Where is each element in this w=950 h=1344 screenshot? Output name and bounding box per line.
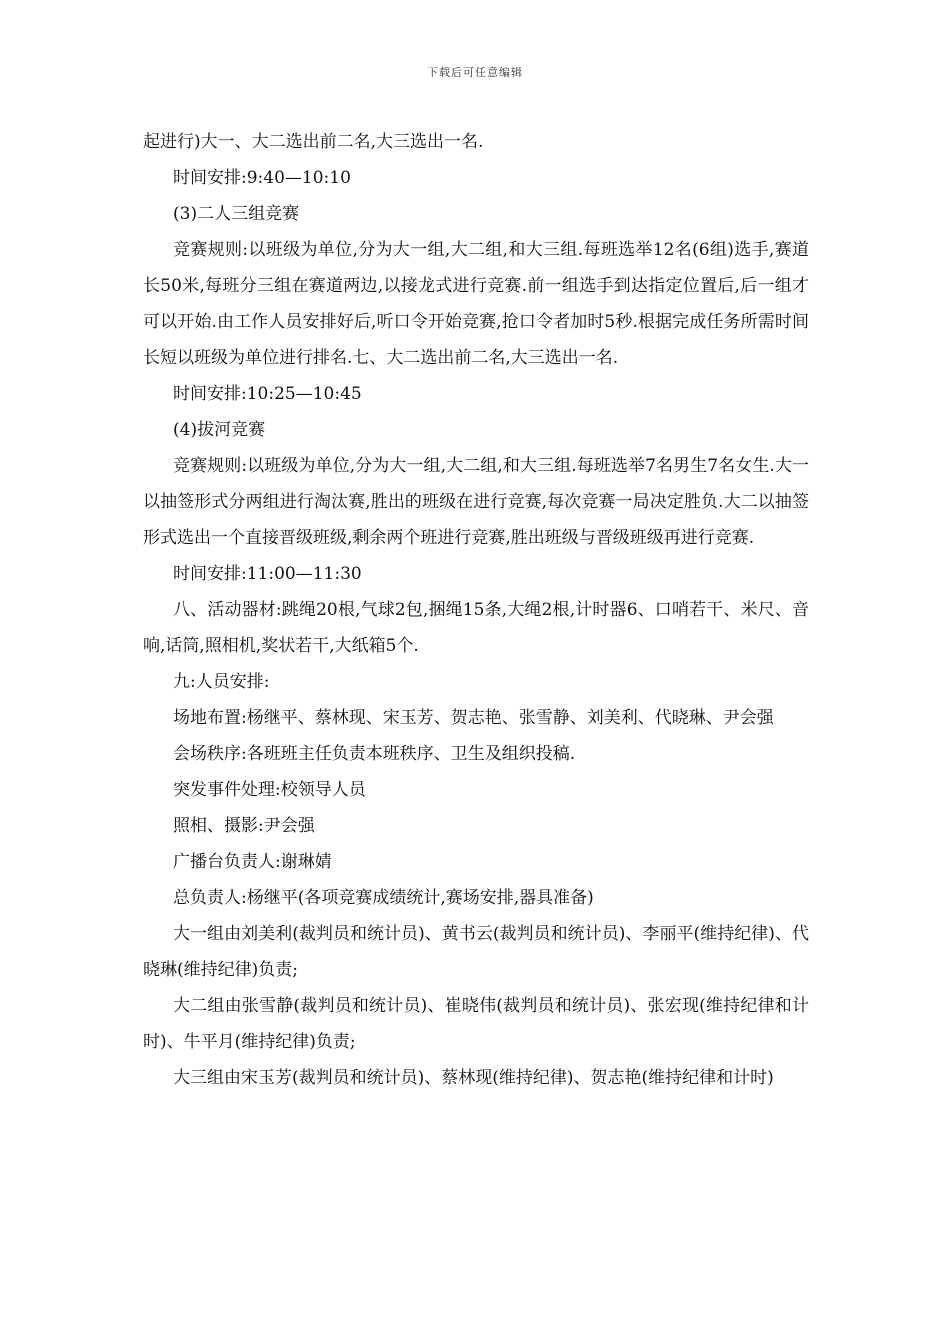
paragraph-13: 突发事件处理:校领导人员 bbox=[173, 780, 366, 800]
paragraph-12: 会场秩序:各班班主任负责本班秩序、卫生及组织投稿. bbox=[173, 744, 576, 764]
paragraph-6: (4)拔河竞赛 bbox=[173, 420, 266, 440]
paragraph-11: 场地布置:杨继平、蔡林现、宋玉芳、贺志艳、张雪静、刘美利、代晓琳、尹会强 bbox=[173, 708, 774, 728]
paragraph-14: 照相、摄影:尹会强 bbox=[173, 816, 315, 836]
paragraph-18: 大二组由张雪静(裁判员和统计员)、崔晓伟(裁判员和统计员)、张宏现(维持纪律和计时)、牛平月(维持纪律)负责; bbox=[143, 996, 809, 1052]
paragraph-5: 时间安排:10:25—10:45 bbox=[173, 384, 362, 404]
paragraph-3: (3)二人三组竞赛 bbox=[173, 204, 300, 224]
paragraph-4: 竞赛规则:以班级为单位,分为大一组,大二组,和大三组.每班选举12名(6组)选手,赛道长50米,每班分三组在赛道两边,以接龙式进行竞赛.前一组选手到达指定位置后,后一组才可以开始.由工作人员安排好后,听口令开始竞赛,抢口令者加时5秒.根据完成任务所需时间长短以班级为单位进行排名.七、大二选出前二名,大三选出一名. bbox=[143, 240, 809, 368]
paragraph-1: 起进行)大一、大二选出前二名,大三选出一名. bbox=[143, 132, 484, 152]
paragraph-2: 时间安排:9:40—10:10 bbox=[173, 168, 351, 188]
paragraph-8: 时间安排:11:00—11:30 bbox=[173, 564, 362, 584]
paragraph-17: 大一组由刘美利(裁判员和统计员)、黄书云(裁判员和统计员)、李丽平(维持纪律)、代晓琳(维持纪律)负责; bbox=[143, 924, 809, 980]
paragraph-19: 大三组由宋玉芳(裁判员和统计员)、蔡林现(维持纪律)、贺志艳(维持纪律和计时) bbox=[173, 1068, 774, 1088]
paragraph-7: 竞赛规则:以班级为单位,分为大一组,大二组,和大三组.每班选举7名男生7名女生.大一以抽签形式分两组进行淘汰赛,胜出的班级在进行竞赛,每次竞赛一局决定胜负.大二以抽签形式选出一个直接晋级班级,剩余两个班进行竞赛,胜出班级与晋级班级再进行竞赛. bbox=[143, 456, 809, 548]
document-body bbox=[143, 124, 809, 1096]
paragraph-9: 八、活动器材:跳绳20根,气球2包,捆绳15条,大绳2根,计时器6、口哨若干、米尺、音响,话筒,照相机,奖状若干,大纸箱5个. bbox=[143, 600, 809, 656]
paragraph-16: 总负责人:杨继平(各项竞赛成绩统计,赛场安排,器具准备) bbox=[173, 888, 594, 908]
paragraph-15: 广播台负责人:谢琳婧 bbox=[173, 852, 332, 872]
paragraph-10: 九:人员安排: bbox=[173, 672, 270, 692]
page-header: 下载后可任意编辑 bbox=[427, 66, 523, 79]
